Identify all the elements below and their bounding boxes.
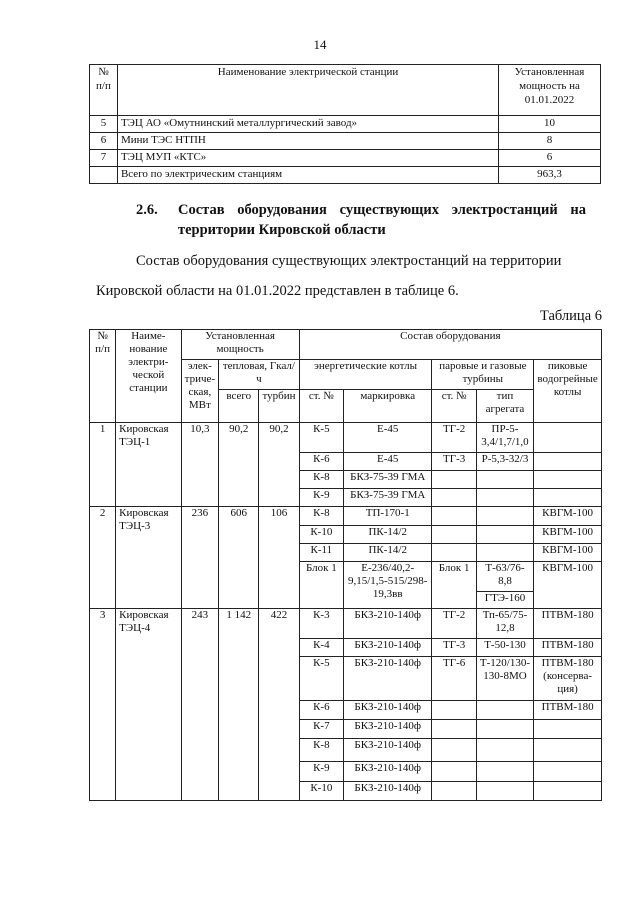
boiler-mark: БКЗ-210-140ф <box>343 762 432 782</box>
boiler-mark: БКЗ-210-140ф <box>343 639 432 657</box>
header-unit-type: тип агрегата <box>476 390 533 423</box>
boiler-st: К-8 <box>299 507 343 526</box>
header-installed-capacity: Установленная мощность <box>181 330 299 360</box>
table-row <box>90 507 602 526</box>
header-equipment: Состав оборудования <box>299 330 601 360</box>
turbine-st <box>432 720 476 739</box>
peak-boiler: КВГМ-100 <box>534 526 602 544</box>
peak-boiler: ПТВМ-180 <box>534 639 602 657</box>
turbine-type <box>476 762 533 782</box>
turbine-st: ТГ-6 <box>432 657 476 701</box>
header-thermal: тепловая, Гкал/ч <box>219 360 300 390</box>
turbine-st: Блок 1 <box>432 562 476 609</box>
header-st-num-2: ст. № <box>432 390 476 423</box>
plant-num: 2 <box>90 507 116 609</box>
boiler-st: К-5 <box>299 657 343 701</box>
boiler-mark: БКЗ-75-39 ГМА <box>343 471 432 489</box>
plant-thermal-total: 1 142 <box>219 609 259 801</box>
cell-num: 5 <box>90 116 118 133</box>
boiler-st: К-8 <box>299 739 343 762</box>
turbine-st: ТГ-3 <box>432 639 476 657</box>
table-total-row <box>90 167 601 184</box>
turbine-type <box>476 526 533 544</box>
plant-num: 1 <box>90 423 116 507</box>
peak-boiler <box>534 782 602 801</box>
paragraph-line-2: Кировской области на 01.01.2022 представлен в таблице 6. <box>96 283 459 299</box>
turbine-type <box>476 544 533 562</box>
turbine-type-extra: ГТЭ-160 <box>476 592 533 609</box>
cell-station: ТЭЦ АО «Омутнинский металлургический завод» <box>117 116 498 133</box>
peak-boiler: ПТВМ-180 <box>534 701 602 720</box>
header-num: № п/п <box>90 65 118 116</box>
header-boilers: энергетические котлы <box>299 360 432 390</box>
total-value: 963,3 <box>499 167 601 184</box>
turbine-st <box>432 544 476 562</box>
power-stations-table <box>89 64 601 184</box>
turbine-st: ТГ-3 <box>432 453 476 471</box>
turbine-type: Т-120/130-130-8МО <box>476 657 533 701</box>
turbine-st: ТГ-2 <box>432 609 476 639</box>
turbine-type <box>476 739 533 762</box>
turbine-st <box>432 739 476 762</box>
turbine-st <box>432 701 476 720</box>
header-station-name: Наименование электрической станции <box>117 65 498 116</box>
boiler-st: К-9 <box>299 762 343 782</box>
cell-station: ТЭЦ МУП «КТС» <box>117 150 498 167</box>
turbine-type: ПР-5-3,4/1,7/1,0 <box>476 423 533 453</box>
peak-boiler: ПТВМ-180 <box>534 609 602 639</box>
table-row <box>90 150 601 167</box>
header-capacity: Установленная мощность на 01.01.2022 <box>499 65 601 116</box>
boiler-st: К-4 <box>299 639 343 657</box>
peak-boiler <box>534 423 602 453</box>
boiler-mark: Е-236/40,2-9,15/1,5-515/298-19,3вв <box>343 562 432 609</box>
boiler-mark: ПК-14/2 <box>343 544 432 562</box>
table-row <box>90 423 602 453</box>
paragraph-line-1: Состав оборудования существующих электростанций на территории <box>136 253 562 269</box>
boiler-mark: БКЗ-210-140ф <box>343 739 432 762</box>
plant-name: Кировская ТЭЦ-3 <box>116 507 181 609</box>
peak-boiler: КВГМ-100 <box>534 562 602 609</box>
boiler-st: К-5 <box>299 423 343 453</box>
plant-thermal-turbin: 106 <box>259 507 299 609</box>
turbine-st <box>432 507 476 526</box>
turbine-type <box>476 471 533 489</box>
boiler-mark: БКЗ-210-140ф <box>343 782 432 801</box>
section-title: Состав оборудования существующих электростанций на территории Кировской области <box>178 202 586 238</box>
cell-num: 7 <box>90 150 118 167</box>
boiler-mark: БКЗ-75-39 ГМА <box>343 489 432 507</box>
section-number: 2.6. <box>136 202 158 218</box>
boiler-mark: ТП-170-1 <box>343 507 432 526</box>
turbine-type <box>476 720 533 739</box>
section-heading <box>136 200 586 240</box>
plant-thermal-turbin: 90,2 <box>259 423 299 507</box>
peak-boiler <box>534 762 602 782</box>
turbine-type <box>476 701 533 720</box>
plant-elec: 236 <box>181 507 219 609</box>
boiler-mark: Е-45 <box>343 423 432 453</box>
turbine-type <box>476 489 533 507</box>
boiler-mark: БКЗ-210-140ф <box>343 720 432 739</box>
peak-boiler <box>534 471 602 489</box>
plant-elec: 10,3 <box>181 423 219 507</box>
peak-boiler <box>534 720 602 739</box>
cell-capacity: 10 <box>499 116 601 133</box>
peak-boiler <box>534 739 602 762</box>
table-row <box>90 116 601 133</box>
plant-name: Кировская ТЭЦ-4 <box>116 609 181 801</box>
turbine-type: Р-5,3-32/3 <box>476 453 533 471</box>
plant-elec: 243 <box>181 609 219 801</box>
turbine-st <box>432 489 476 507</box>
peak-boiler: КВГМ-100 <box>534 507 602 526</box>
boiler-st: Блок 1 <box>299 562 343 609</box>
peak-boiler: КВГМ-100 <box>534 544 602 562</box>
turbine-st <box>432 782 476 801</box>
boiler-st: К-7 <box>299 720 343 739</box>
boiler-st: К-3 <box>299 609 343 639</box>
turbine-type: Т-50-130 <box>476 639 533 657</box>
boiler-mark: Е-45 <box>343 453 432 471</box>
header-electric: элек-триче-ская, МВт <box>181 360 219 423</box>
boiler-st: К-6 <box>299 701 343 720</box>
header-station-name: Наиме-нование электри-ческой станции <box>116 330 181 423</box>
boiler-mark: БКЗ-210-140ф <box>343 657 432 701</box>
plant-thermal-total: 90,2 <box>219 423 259 507</box>
plant-num: 3 <box>90 609 116 801</box>
header-marking: маркировка <box>343 390 432 423</box>
equipment-table <box>89 329 602 801</box>
plant-thermal-total: 606 <box>219 507 259 609</box>
cell-num: 6 <box>90 133 118 150</box>
boiler-mark: БКЗ-210-140ф <box>343 701 432 720</box>
turbine-type <box>476 782 533 801</box>
boiler-st: К-9 <box>299 489 343 507</box>
table-row <box>90 133 601 150</box>
peak-boiler <box>534 453 602 471</box>
table-caption: Таблица 6 <box>539 308 602 324</box>
cell-station: Мини ТЭС НТПН <box>117 133 498 150</box>
peak-boiler <box>534 489 602 507</box>
boiler-mark: БКЗ-210-140ф <box>343 609 432 639</box>
boiler-st: К-11 <box>299 544 343 562</box>
total-label: Всего по электрическим станциям <box>117 167 498 184</box>
header-total: всего <box>219 390 259 423</box>
turbine-st: ТГ-2 <box>432 423 476 453</box>
peak-boiler: ПТВМ-180 (консерва-ция) <box>534 657 602 701</box>
cell-capacity: 6 <box>499 150 601 167</box>
turbine-st <box>432 471 476 489</box>
header-num: № п/п <box>90 330 116 423</box>
cell-empty <box>90 167 118 184</box>
turbine-type: Тп-65/75-12,8 <box>476 609 533 639</box>
plant-thermal-turbin: 422 <box>259 609 299 801</box>
cell-capacity: 8 <box>499 133 601 150</box>
header-row-1 <box>90 330 602 360</box>
plant-name: Кировская ТЭЦ-1 <box>116 423 181 507</box>
boiler-mark: ПК-14/2 <box>343 526 432 544</box>
turbine-type <box>476 507 533 526</box>
page-number: 14 <box>313 37 327 52</box>
boiler-st: К-10 <box>299 526 343 544</box>
boiler-st: К-6 <box>299 453 343 471</box>
turbine-type: Т-63/76-8,8 <box>476 562 533 592</box>
header-st-num: ст. № <box>299 390 343 423</box>
boiler-st: К-10 <box>299 782 343 801</box>
header-turbines: паровые и газовые турбины <box>432 360 534 390</box>
header-peak-boilers: пиковые водогрейные котлы <box>534 360 602 423</box>
turbine-st <box>432 762 476 782</box>
table-header-row <box>90 65 601 116</box>
boiler-st: К-8 <box>299 471 343 489</box>
table-row <box>90 609 602 639</box>
turbine-st <box>432 526 476 544</box>
header-turbin: турбин <box>259 390 299 423</box>
